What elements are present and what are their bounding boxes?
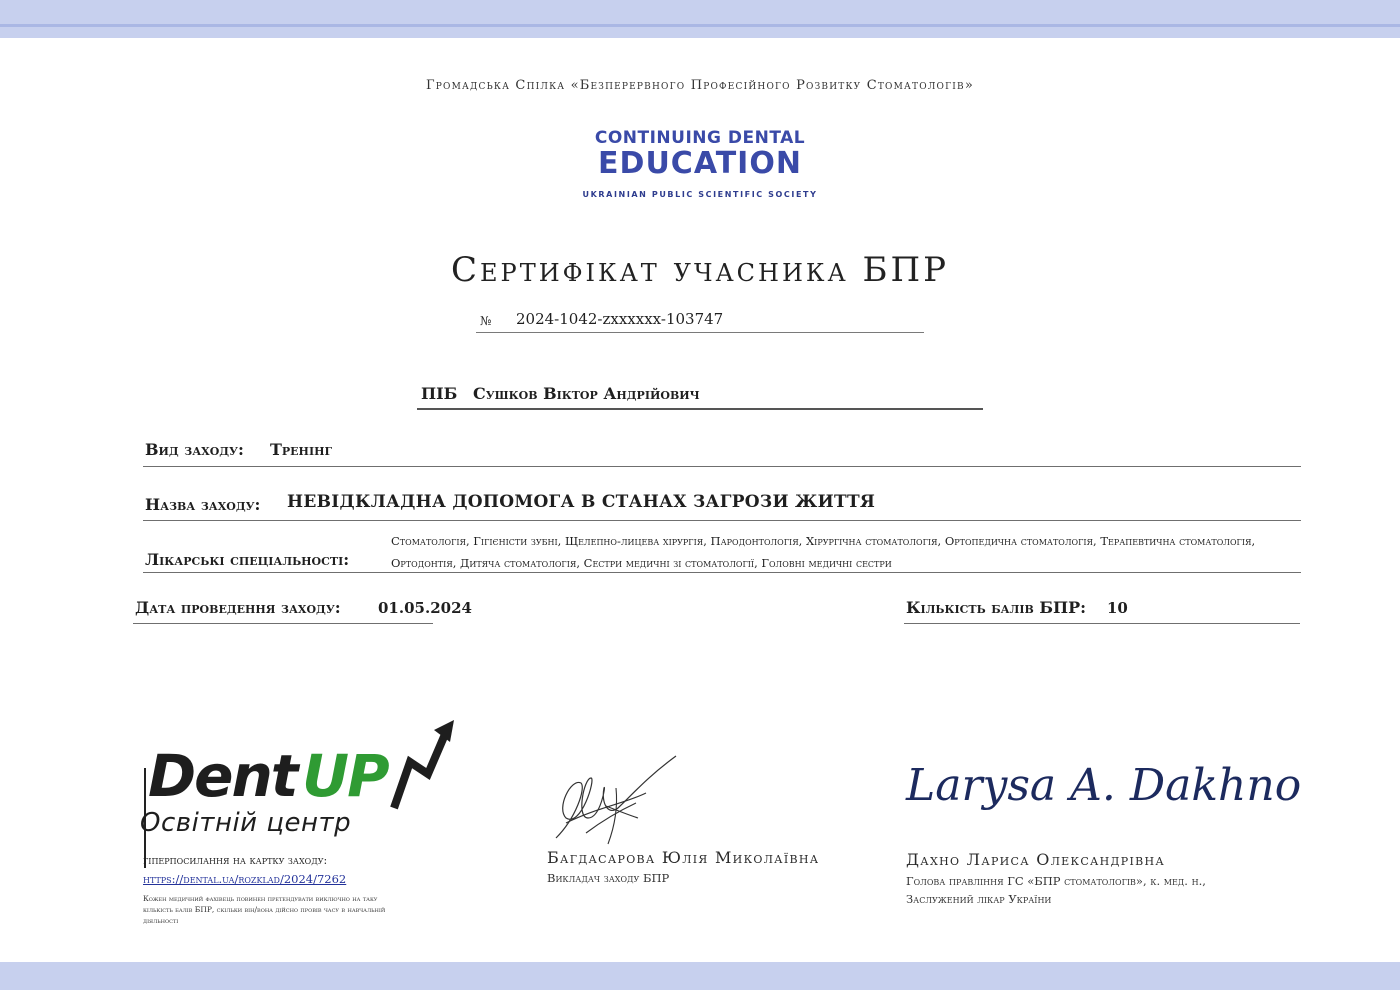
bottom-band [0, 962, 1400, 990]
signatory-2-role: Голова правління ГС «БПР стоматологів», к. мед. н., Заслужений лікар України [906, 874, 1206, 906]
points-row [904, 596, 1300, 624]
logo-line1: CONTINUING DENTAL [594, 128, 806, 148]
participant-row [417, 382, 983, 410]
event-date-value: 01.05.2024 [378, 599, 472, 617]
event-type-label: Вид заходу: [145, 440, 244, 459]
arrow-up-icon [388, 720, 458, 812]
signatory-2-name: Дахно Лариса Олександрівна [906, 850, 1166, 869]
specialties-row [143, 528, 1301, 573]
number-label: № [480, 314, 492, 328]
top-band [0, 0, 1400, 38]
event-name-label: Назва заходу: [145, 495, 261, 514]
points-value: 10 [1107, 599, 1128, 617]
certificate-number-row [476, 310, 924, 333]
event-link[interactable]: https://dental.ua/rozklad/2024/7262 [143, 872, 347, 886]
signatory-1-role: Викладач заходу БПР [547, 871, 670, 885]
dentup-logo [140, 720, 470, 845]
signature-text: Larysa A. Dakhno [906, 760, 1302, 811]
event-name-value: НЕВІДКЛАДНА ДОПОМОГА В СТАНАХ ЗАГРОЗИ ЖИТТЯ [287, 492, 876, 512]
specialties-value: Стоматологія, Гігієністи зубні, Щелепно-лицева хірургія, Пародонтологія, Хірургічна стоматологія, Ортопедична стоматологія, Терапевтична стоматологія, Ортодонтія, Дитяча стоматологія, Сестри медичні зі стоматології, Головні медичні сестри [391, 534, 1256, 570]
points-label: Кількість балів БПР: [906, 598, 1087, 617]
event-type-value: Тренінг [270, 440, 333, 459]
participant-name: Сушков Віктор Андрійович [473, 384, 700, 403]
hyperlink-label: гіперпосилання на картку заходу: [143, 854, 328, 867]
logo-line2: EDUCATION [598, 146, 802, 181]
event-date-row [133, 596, 472, 624]
certificate-title: Сертифікат учасника БПР [451, 250, 949, 290]
signatory-1-name: Багдасарова Юлія Миколаївна [547, 848, 820, 867]
event-type-row [143, 438, 1301, 467]
event-date-label: Дата проведення заходу: [135, 598, 341, 617]
dentup-word-up: UP [302, 742, 388, 810]
signature-bagdasarova [546, 748, 686, 848]
event-name-row [143, 490, 1301, 521]
dentup-subtitle: Освітній центр [140, 808, 352, 838]
hyperlink-block [143, 852, 443, 888]
certificate-number: 2024-1042-zxxxxxx-103747 [516, 310, 724, 328]
participant-label: ПІБ [421, 384, 458, 403]
specialties-label: Лікарські спеціальності: [145, 550, 350, 569]
disclaimer-note: Кожен медичний фахівець повинен претендувати виключно на таку кількість балів БПР, скільки він/вона дійсно провів часу в навчальній діяльності [143, 894, 386, 925]
organization-header: Громадська Спілка «Безперервного Професійного Розвитку Стоматологів» [425, 78, 975, 93]
cde-logo [560, 128, 840, 199]
signature-dakhno [900, 742, 1302, 822]
logo-line3: UKRAINIAN PUBLIC SCIENTIFIC SOCIETY [582, 190, 818, 199]
dentup-word-dent: Dent [148, 742, 297, 810]
